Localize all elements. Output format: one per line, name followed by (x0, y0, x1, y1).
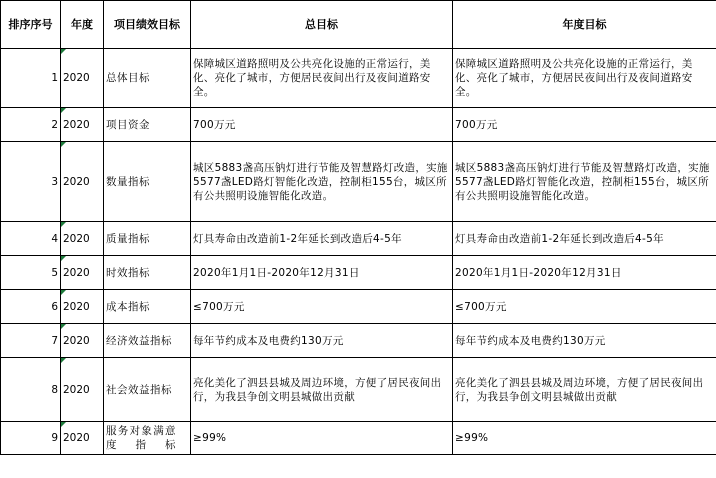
year-value: 2020 (63, 334, 90, 347)
total-goal-cell[interactable]: 700万元 (191, 108, 453, 142)
year-value: 2020 (63, 300, 90, 313)
indicator-cell[interactable]: 时效指标 (104, 256, 191, 290)
comment-flag-icon (61, 142, 66, 147)
comment-flag-icon (61, 324, 66, 329)
total-goal-cell[interactable]: 每年节约成本及电费约130万元 (191, 324, 453, 358)
annual-goal-cell[interactable]: 亮化美化了泗县县城及周边环境，方便了居民夜间出行，为我县争创文明县城做出贡献 (453, 358, 716, 422)
total-goal-cell[interactable]: 城区5883盏高压钠灯进行节能及智慧路灯改造，实施5577盏LED路灯智能化改造，控制柜155台，城区所有公共照明设施智能化改造。 (191, 142, 453, 222)
indicator-cell[interactable]: 服务对象满意度指标 (104, 422, 191, 455)
header-annual-goal[interactable]: 年度目标 (453, 1, 716, 49)
table-row (1, 324, 716, 358)
indicator-cell[interactable]: 质量指标 (104, 222, 191, 256)
year-value: 2020 (63, 175, 90, 188)
table-row (1, 358, 716, 422)
comment-flag-icon (61, 256, 66, 261)
comment-flag-icon (61, 358, 66, 363)
header-total-goal[interactable]: 总目标 (191, 1, 453, 49)
annual-goal-cell[interactable]: 灯具寿命由改造前1-2年延长到改造后4-5年 (453, 222, 716, 256)
table-row (1, 49, 716, 108)
annual-goal-cell[interactable]: ≥99% (453, 422, 716, 455)
table-row (1, 256, 716, 290)
year-cell[interactable] (61, 256, 104, 290)
header-indicator[interactable]: 项目绩效目标 (104, 1, 191, 49)
indicator-cell[interactable]: 经济效益指标 (104, 324, 191, 358)
annual-goal-cell[interactable]: ≤700万元 (453, 290, 716, 324)
year-value: 2020 (63, 383, 90, 396)
comment-flag-icon (61, 222, 66, 227)
header-year[interactable]: 年度 (61, 1, 104, 49)
year-value: 2020 (63, 432, 90, 444)
indicator-cell[interactable]: 社会效益指标 (104, 358, 191, 422)
table-row (1, 290, 716, 324)
year-cell[interactable] (61, 358, 104, 422)
indicator-cell[interactable]: 数量指标 (104, 142, 191, 222)
year-cell[interactable] (61, 422, 104, 455)
table-row (1, 108, 716, 142)
comment-flag-icon (61, 49, 66, 54)
table-row (1, 222, 716, 256)
year-cell[interactable] (61, 324, 104, 358)
year-cell[interactable] (61, 49, 104, 108)
total-goal-cell[interactable]: ≥99% (191, 422, 453, 455)
total-goal-cell[interactable]: ≤700万元 (191, 290, 453, 324)
year-value: 2020 (63, 232, 90, 245)
year-value: 2020 (63, 118, 90, 131)
total-goal-cell[interactable]: 2020年1月1日-2020年12月31日 (191, 256, 453, 290)
indicator-cell[interactable]: 总体目标 (104, 49, 191, 108)
total-goal-cell[interactable]: 亮化美化了泗县县城及周边环境，方便了居民夜间出行，为我县争创文明县城做出贡献 (191, 358, 453, 422)
seq-cell[interactable]: 2 (1, 108, 61, 142)
comment-flag-icon (61, 422, 66, 427)
comment-flag-icon (61, 290, 66, 295)
seq-cell[interactable]: 9 (1, 422, 61, 455)
header-seq[interactable]: 排序序号 (1, 1, 61, 49)
year-value: 2020 (63, 266, 90, 279)
table-row (1, 422, 716, 455)
annual-goal-cell[interactable]: 700万元 (453, 108, 716, 142)
total-goal-cell[interactable]: 保障城区道路照明及公共亮化设施的正常运行，美化、亮化了城市，方便居民夜间出行及夜间道路安全。 (191, 49, 453, 108)
total-goal-cell[interactable]: 灯具寿命由改造前1-2年延长到改造后4-5年 (191, 222, 453, 256)
table-row (1, 142, 716, 222)
year-value: 2020 (63, 72, 90, 84)
year-cell[interactable] (61, 222, 104, 256)
year-cell[interactable] (61, 142, 104, 222)
seq-cell[interactable]: 4 (1, 222, 61, 256)
annual-goal-cell[interactable]: 保障城区道路照明及公共亮化设施的正常运行，美化、亮化了城市，方便居民夜间出行及夜间道路安全。 (453, 49, 716, 108)
indicator-cell[interactable]: 项目资金 (104, 108, 191, 142)
seq-cell[interactable]: 7 (1, 324, 61, 358)
seq-cell[interactable]: 8 (1, 358, 61, 422)
seq-cell[interactable]: 6 (1, 290, 61, 324)
seq-cell[interactable]: 5 (1, 256, 61, 290)
annual-goal-cell[interactable]: 每年节约成本及电费约130万元 (453, 324, 716, 358)
seq-cell[interactable]: 3 (1, 142, 61, 222)
indicator-cell[interactable]: 成本指标 (104, 290, 191, 324)
seq-cell[interactable]: 1 (1, 49, 61, 108)
header-row (1, 1, 716, 49)
year-cell[interactable] (61, 108, 104, 142)
annual-goal-cell[interactable]: 2020年1月1日-2020年12月31日 (453, 256, 716, 290)
annual-goal-cell[interactable]: 城区5883盏高压钠灯进行节能及智慧路灯改造，实施5577盏LED路灯智能化改造，控制柜155台，城区所有公共照明设施智能化改造。 (453, 142, 716, 222)
comment-flag-icon (61, 108, 66, 113)
year-cell[interactable] (61, 290, 104, 324)
